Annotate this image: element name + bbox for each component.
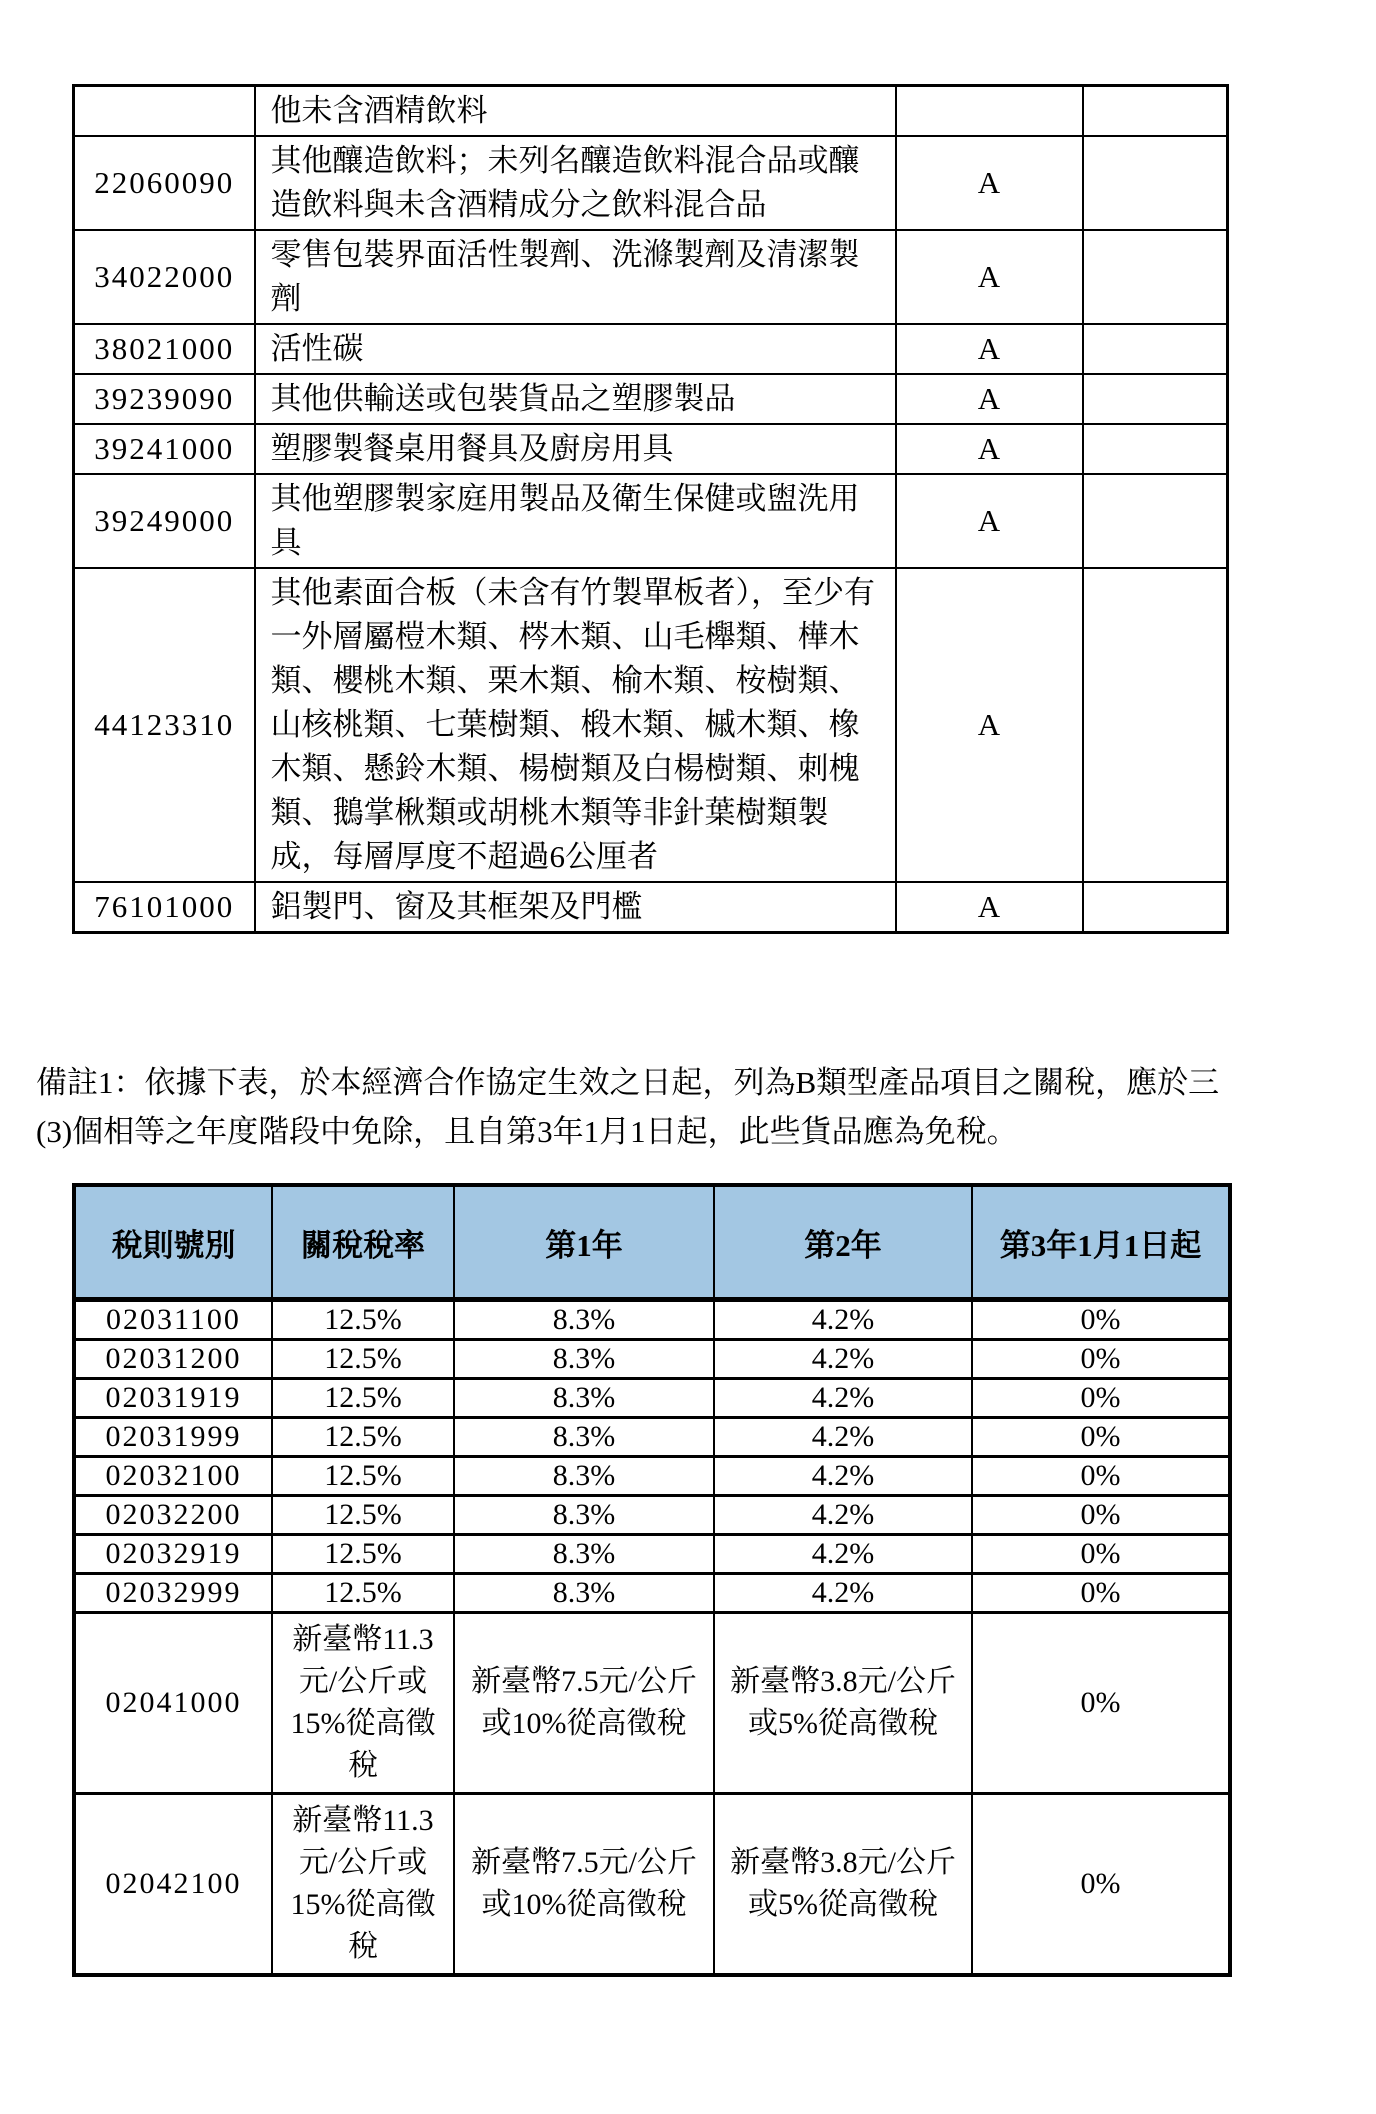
staging-category-cell: A [896, 424, 1083, 474]
table-row [74, 1340, 1230, 1379]
table-row [74, 230, 1228, 324]
description-cell: 其他供輸送或包裝貨品之塑膠製品 [255, 374, 896, 424]
tariff-reduction-table [72, 1183, 1232, 1977]
description-cell: 零售包裝界面活性製劑、洗滌製劑及清潔製劑 [255, 230, 896, 324]
hs-code-cell: 22060090 [74, 136, 255, 230]
year2-rate-cell: 4.2% [714, 1418, 972, 1457]
base-rate-cell: 12.5% [272, 1340, 454, 1379]
year3-rate-cell: 0% [972, 1613, 1230, 1794]
staging-category-cell: A [896, 374, 1083, 424]
year3-rate-cell: 0% [972, 1457, 1230, 1496]
year1-rate-cell: 新臺幣7.5元/公斤或10%從高徵稅 [454, 1613, 714, 1794]
year2-rate-cell: 4.2% [714, 1496, 972, 1535]
hs-code-cell: 44123310 [74, 568, 255, 882]
header-year3: 第3年1月1日起 [972, 1185, 1230, 1300]
tariff-code-cell: 02031919 [74, 1379, 272, 1418]
header-year1: 第1年 [454, 1185, 714, 1300]
header-tariff-code: 稅則號別 [74, 1185, 272, 1300]
year3-rate-cell: 0% [972, 1574, 1230, 1613]
base-rate-cell: 12.5% [272, 1379, 454, 1418]
hs-code-cell: 39249000 [74, 474, 255, 568]
base-rate-cell: 12.5% [272, 1574, 454, 1613]
staging-category-table [72, 84, 1229, 934]
staging-category-cell: A [896, 568, 1083, 882]
year1-rate-cell: 8.3% [454, 1457, 714, 1496]
header-year2: 第2年 [714, 1185, 972, 1300]
staging-category-cell: A [896, 230, 1083, 324]
table-row [74, 324, 1228, 374]
year2-rate-cell: 4.2% [714, 1535, 972, 1574]
year2-rate-cell: 4.2% [714, 1379, 972, 1418]
table-row [74, 1794, 1230, 1976]
hs-code-cell: 34022000 [74, 230, 255, 324]
table-row [74, 1418, 1230, 1457]
year1-rate-cell: 新臺幣7.5元/公斤或10%從高徵稅 [454, 1794, 714, 1976]
year2-rate-cell: 4.2% [714, 1457, 972, 1496]
table-row [74, 882, 1228, 933]
table-row [74, 424, 1228, 474]
base-rate-cell: 12.5% [272, 1300, 454, 1340]
year3-rate-cell: 0% [972, 1300, 1230, 1340]
tariff-code-cell: 02032999 [74, 1574, 272, 1613]
header-base-rate: 關稅稅率 [272, 1185, 454, 1300]
staging-category-cell: A [896, 136, 1083, 230]
tariff-code-cell: 02041000 [74, 1613, 272, 1794]
table-row [74, 1613, 1230, 1794]
tariff-code-cell: 02032919 [74, 1535, 272, 1574]
empty-cell [1083, 424, 1228, 474]
year1-rate-cell: 8.3% [454, 1535, 714, 1574]
year3-rate-cell: 0% [972, 1535, 1230, 1574]
table-row [74, 1300, 1230, 1340]
empty-cell [1083, 230, 1228, 324]
year3-rate-cell: 0% [972, 1379, 1230, 1418]
base-rate-cell: 新臺幣11.3元/公斤或15%從高徵稅 [272, 1613, 454, 1794]
year1-rate-cell: 8.3% [454, 1574, 714, 1613]
description-cell: 他未含酒精飲料 [255, 86, 896, 137]
table-row [74, 374, 1228, 424]
base-rate-cell: 12.5% [272, 1457, 454, 1496]
table-row [74, 1496, 1230, 1535]
staging-category-cell: A [896, 324, 1083, 374]
table-row [74, 86, 1228, 137]
year2-rate-cell: 4.2% [714, 1300, 972, 1340]
tariff-code-cell: 02032100 [74, 1457, 272, 1496]
hs-code-cell [74, 86, 255, 137]
tariff-code-cell: 02031200 [74, 1340, 272, 1379]
year2-rate-cell: 新臺幣3.8元/公斤或5%從高徵稅 [714, 1613, 972, 1794]
note-paragraph: 備註1：依據下表，於本經濟合作協定生效之日起，列為B類型產品項目之關稅，應於三(3)個相等之年度階段中免除，且自第3年1月1日起，此些貨品應為免稅。 [36, 1065, 1220, 1149]
table-row [74, 474, 1228, 568]
description-cell: 活性碳 [255, 324, 896, 374]
year2-rate-cell: 4.2% [714, 1574, 972, 1613]
table-row [74, 1457, 1230, 1496]
base-rate-cell: 12.5% [272, 1496, 454, 1535]
description-cell: 鋁製門、窗及其框架及門檻 [255, 882, 896, 933]
year3-rate-cell: 0% [972, 1340, 1230, 1379]
table-row [74, 1535, 1230, 1574]
year3-rate-cell: 0% [972, 1418, 1230, 1457]
tariff-code-cell: 02042100 [74, 1794, 272, 1976]
year1-rate-cell: 8.3% [454, 1300, 714, 1340]
table-row [74, 136, 1228, 230]
year1-rate-cell: 8.3% [454, 1496, 714, 1535]
staging-category-cell: A [896, 882, 1083, 933]
empty-cell [1083, 474, 1228, 568]
year2-rate-cell: 4.2% [714, 1340, 972, 1379]
empty-cell [1083, 136, 1228, 230]
table-row [74, 1379, 1230, 1418]
tariff-code-cell: 02031999 [74, 1418, 272, 1457]
description-cell: 塑膠製餐桌用餐具及廚房用具 [255, 424, 896, 474]
tariff-code-cell: 02032200 [74, 1496, 272, 1535]
year1-rate-cell: 8.3% [454, 1379, 714, 1418]
table-header-row [74, 1185, 1230, 1300]
year1-rate-cell: 8.3% [454, 1418, 714, 1457]
base-rate-cell: 12.5% [272, 1535, 454, 1574]
description-cell: 其他素面合板（未含有竹製單板者），至少有一外層屬榿木類、梣木類、山毛櫸類、樺木類、櫻桃木類、栗木類、榆木類、桉樹類、山核桃類、七葉樹類、椴木類、槭木類、橡木類、懸鈴木類、楊樹類及白楊樹類、刺槐類、鵝掌楸類或胡桃木類等非針葉樹類製成，每層厚度不超過6公厘者 [255, 568, 896, 882]
tariff-code-cell: 02031100 [74, 1300, 272, 1340]
empty-cell [1083, 882, 1228, 933]
table-row [74, 1574, 1230, 1613]
empty-cell [1083, 324, 1228, 374]
hs-code-cell: 38021000 [74, 324, 255, 374]
year1-rate-cell: 8.3% [454, 1340, 714, 1379]
hs-code-cell: 39241000 [74, 424, 255, 474]
hs-code-cell: 76101000 [74, 882, 255, 933]
staging-category-cell [896, 86, 1083, 137]
base-rate-cell: 新臺幣11.3元/公斤或15%從高徵稅 [272, 1794, 454, 1976]
year3-rate-cell: 0% [972, 1794, 1230, 1976]
hs-code-cell: 39239090 [74, 374, 255, 424]
base-rate-cell: 12.5% [272, 1418, 454, 1457]
empty-cell [1083, 374, 1228, 424]
staging-category-cell: A [896, 474, 1083, 568]
empty-cell [1083, 86, 1228, 137]
empty-cell [1083, 568, 1228, 882]
year2-rate-cell: 新臺幣3.8元/公斤或5%從高徵稅 [714, 1794, 972, 1976]
table-row [74, 568, 1228, 882]
description-cell: 其他釀造飲料；未列名釀造飲料混合品或釀造飲料與未含酒精成分之飲料混合品 [255, 136, 896, 230]
year3-rate-cell: 0% [972, 1496, 1230, 1535]
description-cell: 其他塑膠製家庭用製品及衛生保健或盥洗用具 [255, 474, 896, 568]
